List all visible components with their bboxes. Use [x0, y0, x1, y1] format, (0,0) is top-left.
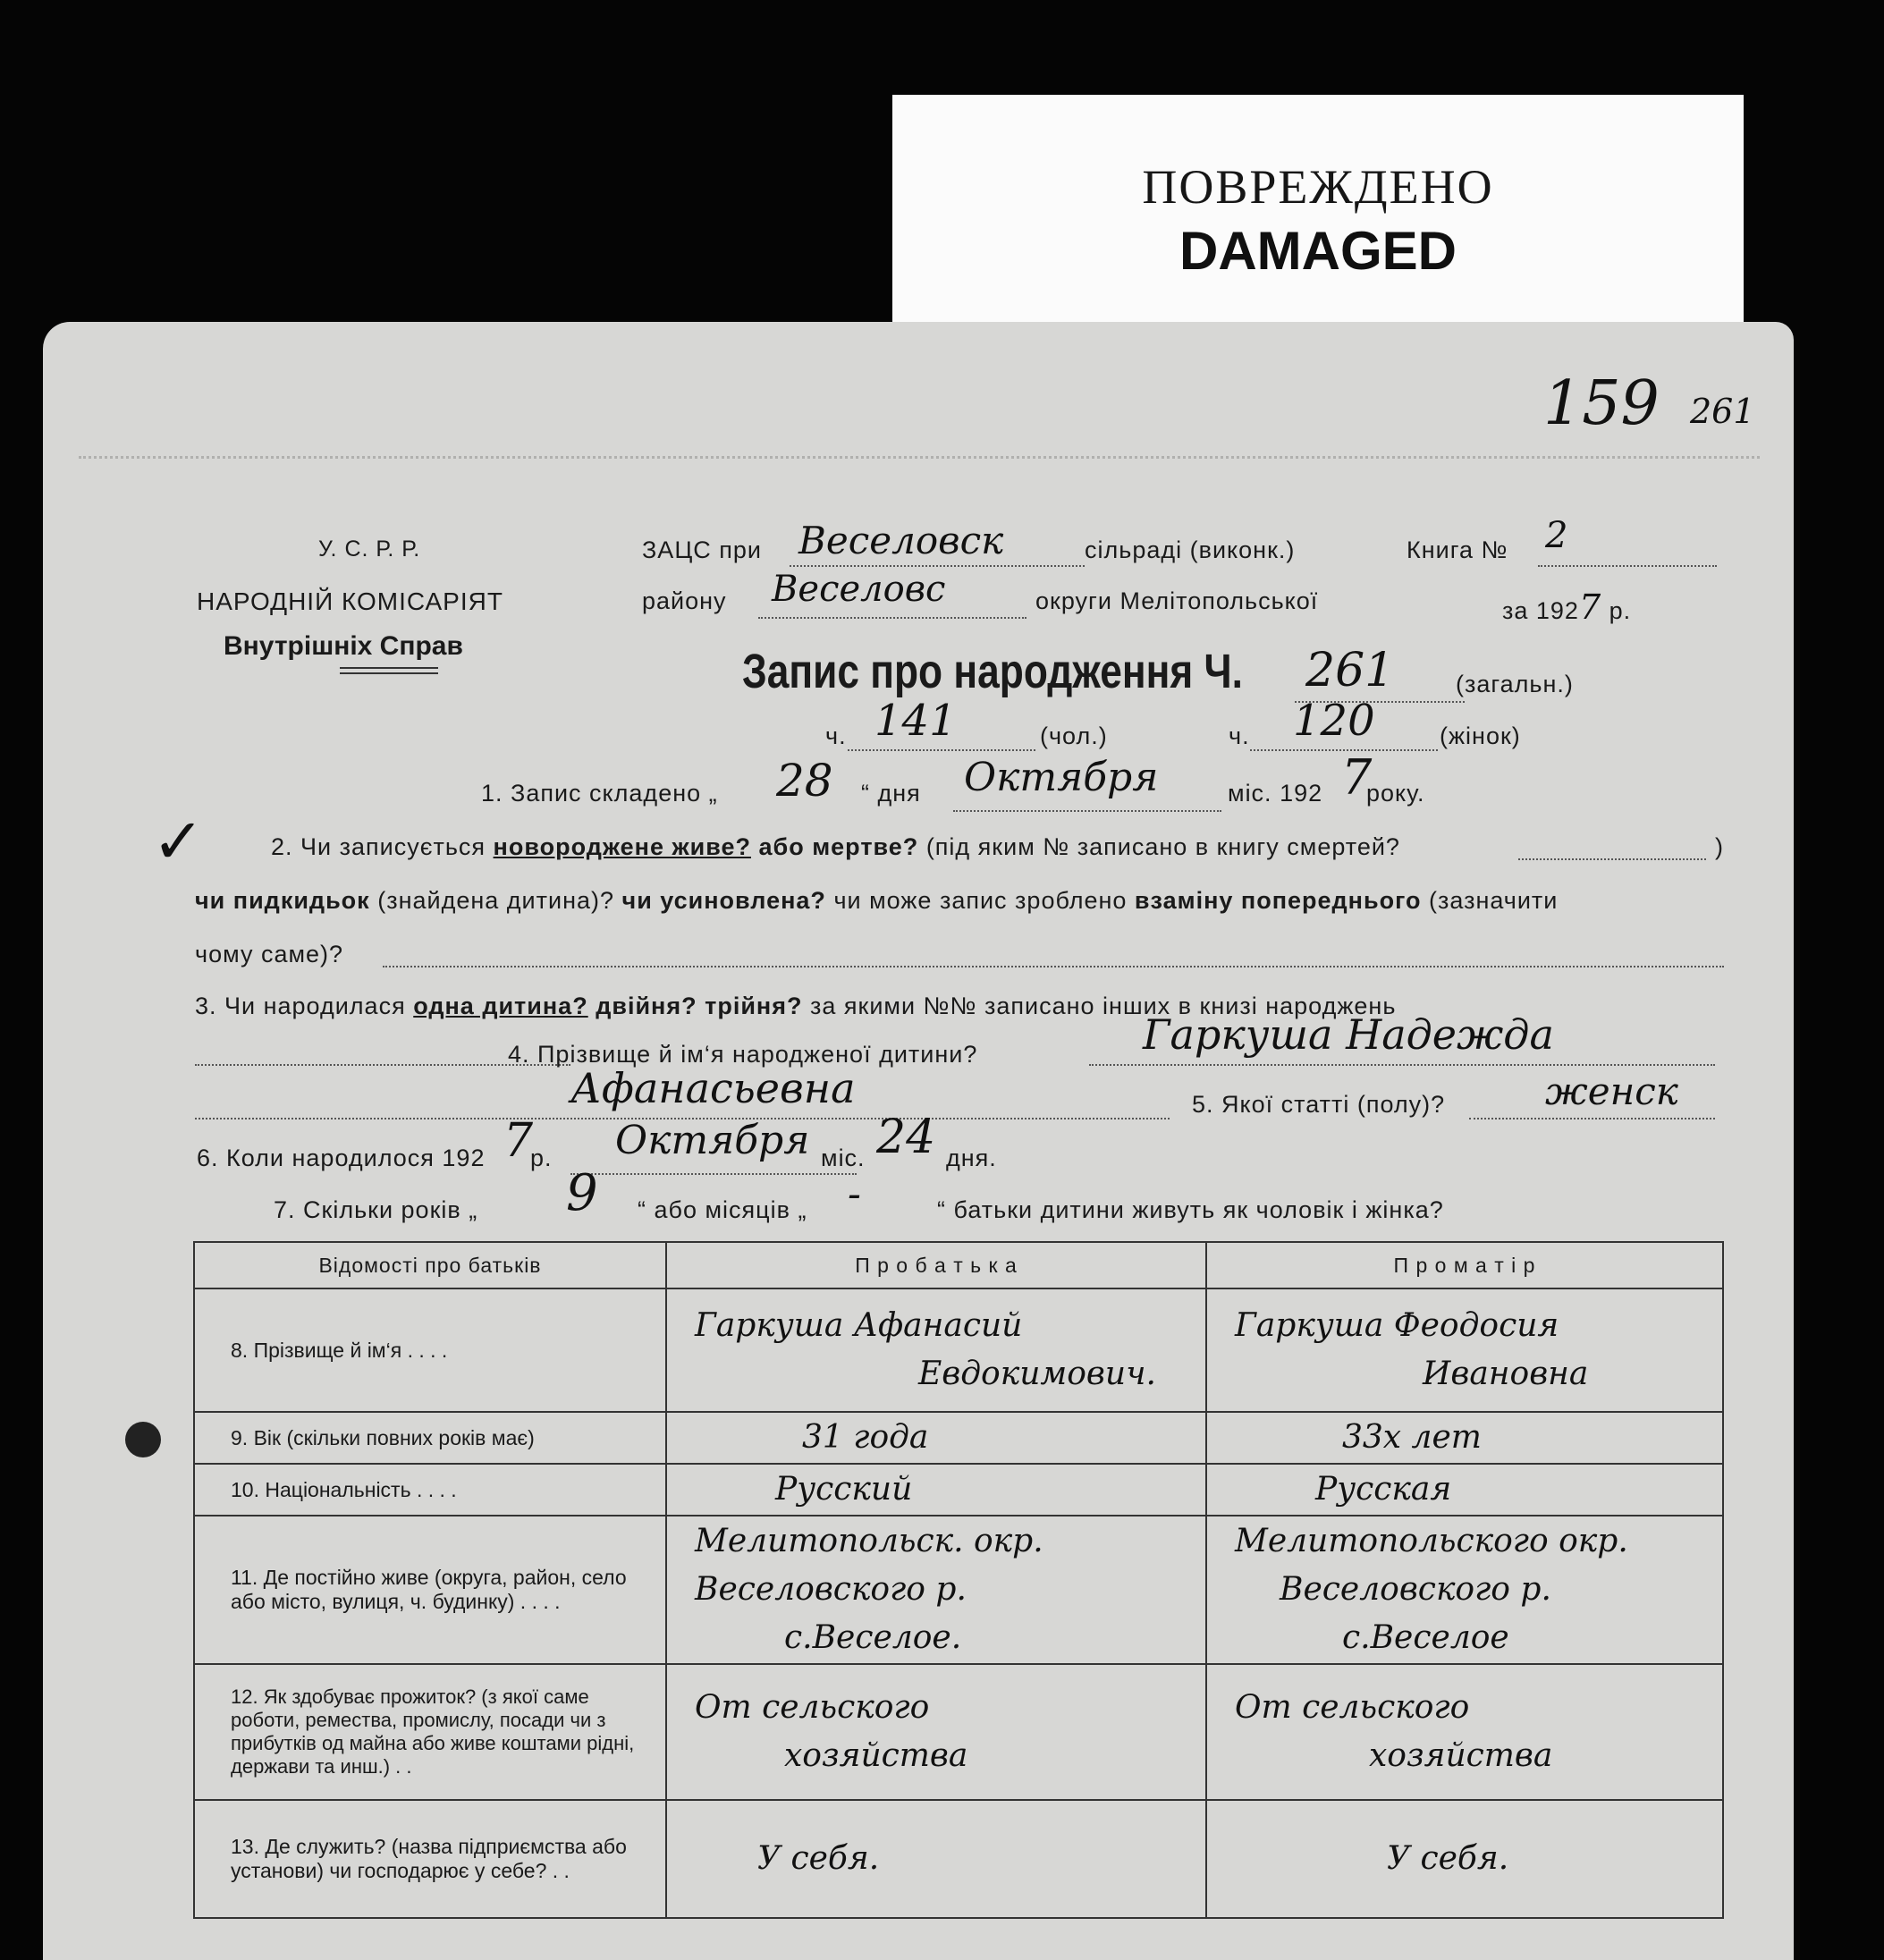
q1-label: 1. Запис складено „	[481, 780, 718, 807]
father-value: 31 года	[802, 1419, 929, 1456]
mother-cell	[1206, 1664, 1723, 1800]
mother-cell	[1206, 1800, 1723, 1918]
fill-line	[1518, 858, 1706, 860]
row-label: 11. Де постійно живе (округа, район, село або місто, вулиця, ч. будинку) . . . .	[194, 1516, 666, 1664]
q5-label: 5. Якої статті (полу)?	[1192, 1091, 1446, 1118]
fill-line	[790, 565, 1085, 567]
zags-value: Веселовск	[798, 519, 1004, 562]
stamp-line-ru: ПОВРЕЖДЕНО	[1142, 160, 1494, 214]
fill-line	[848, 749, 1035, 751]
q2-replace: чи може запис зроблено	[833, 887, 1128, 914]
q6-year: 7	[503, 1114, 534, 1168]
q3-twins: двійня? трійня?	[596, 993, 803, 1019]
mother-value: Гаркуша Феодосия	[1235, 1307, 1559, 1344]
mother-value: Веселовского р.	[1280, 1571, 1551, 1608]
father-value: Русский	[775, 1471, 913, 1508]
table-row	[194, 1516, 1723, 1664]
male-prefix: ч.	[825, 722, 847, 749]
q1-day: 28	[776, 755, 833, 807]
q2-paren: )	[1715, 833, 1724, 860]
father-cell	[666, 1664, 1206, 1800]
divider	[340, 667, 438, 669]
year-suffix: р.	[1609, 597, 1632, 624]
mother-value: Русская	[1315, 1471, 1452, 1508]
commissariat-label: НАРОДНІЙ КОМІСАРІЯТ	[197, 587, 503, 615]
book-value: 2	[1545, 515, 1568, 556]
row-label: 12. Як здобуває прожиток? (з якої саме роботи, ремества, промислу, посади чи з прибутків од майна або живе коштами рідні, держави та инш.) . .	[194, 1664, 666, 1800]
male-label: (чол.)	[1040, 722, 1108, 749]
q5-value: женск	[1545, 1069, 1678, 1113]
mother-cell	[1206, 1412, 1723, 1464]
father-cell	[666, 1464, 1206, 1516]
row-label: 13. Де служить? (назва підприємства або установи) чи господарює у себе? . .	[194, 1800, 666, 1918]
okrug-label: округи Мелітопольської	[1035, 587, 1319, 614]
divider	[340, 672, 438, 674]
header-mother: П р о м а т і р	[1206, 1242, 1723, 1288]
form-title: Запис про народження Ч.	[742, 645, 1243, 698]
q7-months: -	[848, 1171, 861, 1217]
father-cell	[666, 1412, 1206, 1464]
father-value: с.Веселое.	[784, 1619, 962, 1656]
q4-child-name: Гаркуша Надежда	[1143, 1010, 1554, 1059]
father-cell	[666, 1516, 1206, 1664]
book-label: Книга №	[1407, 536, 1508, 563]
q3-single: одна дитина?	[413, 993, 588, 1019]
fill-line	[1469, 1118, 1715, 1119]
father-value: Гаркуша Афанасий	[695, 1307, 1023, 1344]
archive-number: 159	[1543, 368, 1660, 439]
table-row	[194, 1800, 1723, 1918]
mother-value: 33х лет	[1342, 1419, 1482, 1456]
female-label: (жінок)	[1440, 722, 1521, 749]
mother-value: У себя.	[1387, 1840, 1509, 1877]
female-count: 120	[1293, 696, 1375, 746]
father-cell	[666, 1800, 1206, 1918]
zags-label: ЗАЦС при	[642, 536, 763, 563]
fill-line	[570, 1173, 857, 1175]
father-value: Мелитопольск. окр.	[695, 1523, 1043, 1559]
father-value: Евдокимович.	[918, 1356, 1156, 1392]
q7-years: 9	[566, 1164, 598, 1222]
q1-month: Октября	[964, 755, 1159, 800]
q6-r: р.	[530, 1145, 553, 1171]
fill-line	[1089, 1064, 1715, 1066]
district-label: району	[642, 587, 727, 614]
mother-value: От сельского	[1235, 1689, 1470, 1726]
q6-label: 6. Коли народилося 192	[197, 1145, 486, 1171]
q6-mis: міс.	[821, 1145, 866, 1171]
q4-label: 4. Прізвище й ім‘я народженої дитини?	[508, 1041, 978, 1068]
table-header-row	[194, 1242, 1723, 1288]
year-label	[1502, 587, 1631, 627]
mother-value: Мелитопольского окр.	[1235, 1523, 1628, 1559]
mother-value: Ивановна	[1423, 1356, 1589, 1392]
q4-child-patronymic: Афанасьевна	[570, 1064, 856, 1112]
father-value: От сельского	[695, 1689, 930, 1726]
father-value: Веселовского р.	[695, 1571, 967, 1608]
year-prefix: за 192	[1502, 597, 1579, 624]
row-label: 9. Вік (скільки повних років має)	[194, 1412, 666, 1464]
fill-line	[953, 810, 1221, 812]
table-row	[194, 1464, 1723, 1516]
row-label: 8. Прізвище й ім‘я . . . .	[194, 1288, 666, 1412]
fill-line	[383, 966, 1724, 967]
year-value: 7	[1578, 587, 1602, 627]
mother-cell	[1206, 1516, 1723, 1664]
fill-line	[758, 617, 1026, 619]
parents-table	[193, 1241, 1724, 1919]
district-value: Веселовс	[772, 569, 946, 610]
q6-day: 24	[876, 1111, 936, 1164]
q2-line2	[195, 887, 1558, 915]
q1-year: 7	[1341, 749, 1373, 806]
q6-month: Октября	[615, 1118, 810, 1163]
row-label: 10. Національність . . . .	[194, 1464, 666, 1516]
stamp-line-en: DAMAGED	[1179, 221, 1457, 281]
q2-alive: новороджене живе?	[493, 833, 751, 860]
damaged-stamp	[892, 95, 1744, 329]
q3-numbers: за якими №№ записано інших в книзі народжень	[810, 993, 1397, 1019]
father-cell	[666, 1288, 1206, 1412]
q2-foundling: чи пидкидьок	[195, 887, 370, 914]
female-prefix: ч.	[1229, 722, 1250, 749]
fill-line	[1538, 565, 1717, 567]
table-row	[194, 1288, 1723, 1412]
q2-text: 2. Чи записується	[271, 833, 486, 860]
mother-value: хозяйства	[1369, 1737, 1553, 1774]
perforation-line	[79, 456, 1760, 459]
council-label: сільраді (виконк.)	[1085, 536, 1296, 563]
q6-end: дня.	[946, 1145, 997, 1171]
male-count: 141	[874, 696, 957, 746]
q7-label-b: “ або місяців „	[638, 1196, 807, 1223]
q1-end: року.	[1366, 780, 1425, 807]
internal-affairs-label: Внутрішніх Справ	[224, 631, 463, 661]
general-label: (загальн.)	[1456, 671, 1574, 697]
mother-cell	[1206, 1464, 1723, 1516]
q1-mis: міс. 192	[1228, 780, 1323, 807]
q3-text: 3. Чи народилася	[195, 993, 406, 1019]
header-father: П р о б а т ь к а	[666, 1242, 1206, 1288]
archive-number-small: 261	[1690, 392, 1755, 431]
table-row	[194, 1664, 1723, 1800]
q2-found: (знайдена дитина)?	[377, 887, 614, 914]
q2-specify: (зазначити	[1428, 887, 1559, 914]
q2-line1	[271, 833, 1400, 861]
punch-hole	[125, 1422, 161, 1457]
mother-cell	[1206, 1288, 1723, 1412]
check-mark-icon: ✓	[152, 805, 205, 878]
q2-previous: взаміну попереднього	[1134, 887, 1422, 914]
q2-dead: або мертве?	[758, 833, 919, 860]
mother-value: с.Веселое	[1342, 1619, 1509, 1656]
ussr-label: У. С. Р. Р.	[318, 536, 421, 562]
q7-label-c: “ батьки дитини живуть як чоловік і жінка?	[937, 1196, 1444, 1223]
father-value: хозяйства	[784, 1737, 968, 1774]
q2-line3: чому саме)?	[195, 941, 344, 967]
q2-adopted: чи усиновлена?	[621, 887, 826, 914]
q1-day-label: “ дня	[861, 780, 921, 807]
q7-label-a: 7. Скільки років „	[274, 1196, 478, 1223]
table-row	[194, 1412, 1723, 1464]
birth-record-form	[43, 322, 1794, 1960]
q2-death-book: (під яким № записано в книгу смертей?	[925, 833, 1400, 860]
father-value: У себя.	[757, 1840, 880, 1877]
header-info: Відомості про батьків	[194, 1242, 666, 1288]
record-number: 261	[1305, 644, 1395, 697]
